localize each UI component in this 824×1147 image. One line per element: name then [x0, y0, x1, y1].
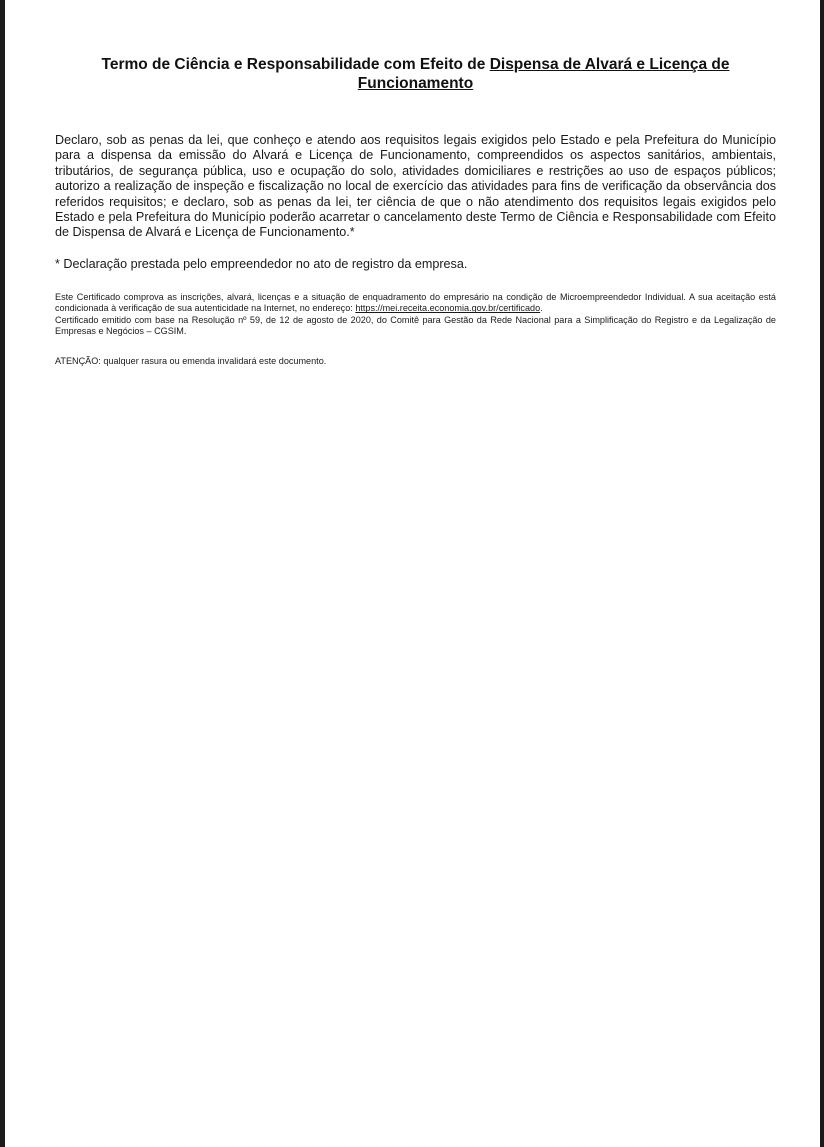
certificate-verification-intro: Este Certificado comprova as inscrições, alvará, licenças e a situação de enquadramento do empresário na condição de Microempreendedor Individual. A sua aceitação está condicionada à verificação de sua autenticidade na Internet, no endereço:	[55, 292, 776, 314]
declaration-paragraph: Declaro, sob as penas da lei, que conheço e atendo aos requisitos legais exigidos pelo Estado e pela Prefeitura do Município para a dispensa da emissão do Alvará e Licença de Funcionamento, compreendidos os aspectos sanitários, ambientais, tributários, de segurança pública, uso e ocupação do solo, atividades domiciliares e restrições ao uso de espaços públicos; autorizo a realização de inspeção e fiscalização no local de exercício das atividades para fins de verificação da observância dos referidos requisitos; e declaro, sob as penas da lei, ter ciência de que o não atendimento dos requisitos legais exigidos pelo Estado e pela Prefeitura do Município poderão acarretar o cancelamento deste Termo de Ciência e Responsabilidade com Efeito de Dispensa de Alvará e Licença de Funcionamento.*	[55, 133, 776, 240]
document-content	[55, 55, 776, 367]
document-page	[5, 0, 820, 1147]
document-title-underlined: Dispensa de Alvará e Licença de Funcionamento	[357, 56, 730, 92]
certificate-verification-link[interactable]: https://mei.receita.economia.gov.br/certificado	[355, 303, 541, 314]
certificate-link-suffix: .	[540, 303, 543, 314]
attention-notice: ATENÇÃO: qualquer rasura ou emenda invalidará este documento.	[55, 356, 327, 367]
declaration-footnote: * Declaração prestada pelo empreendedor no ato de registro da empresa.	[55, 256, 468, 271]
resolution-text: Certificado emitido com base na Resolução nº 59, de 12 de agosto de 2020, do Comitê para Gestão da Rede Nacional para a Simplificação do Registro e da Legalização de Empresas e Negócios – CGSIM.	[55, 314, 776, 336]
document-title	[55, 55, 776, 93]
certificate-verification-text	[55, 292, 776, 314]
certificate-notes	[55, 292, 776, 337]
document-title-part1: Termo de Ciência e Responsabilidade com Efeito de	[101, 56, 490, 73]
viewer-right-border	[820, 0, 824, 1147]
